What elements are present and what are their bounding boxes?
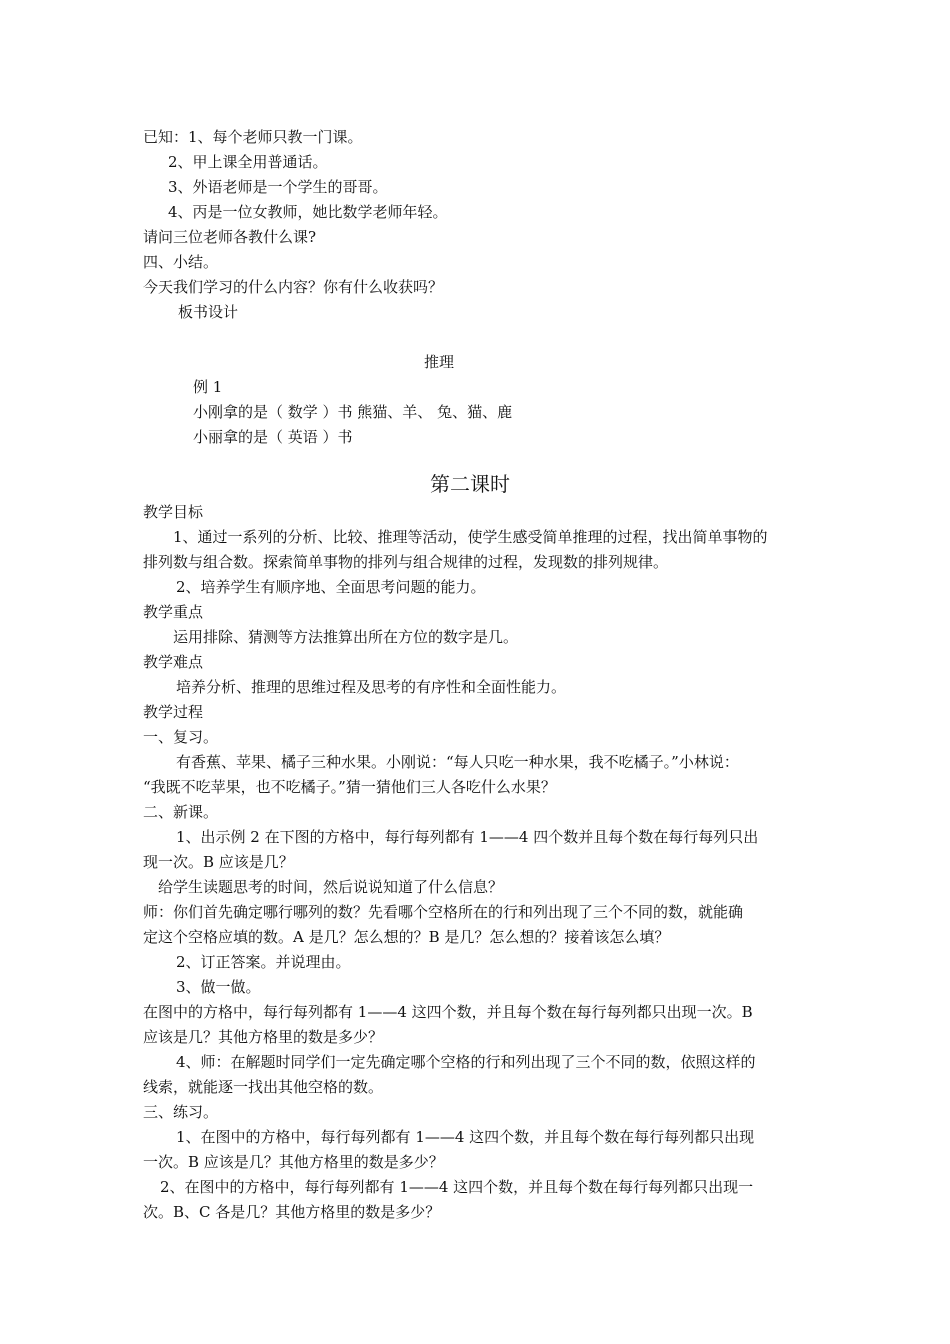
section-heading-practice: 三、练习。 xyxy=(143,1103,219,1121)
known-item-4: 4、丙是一位女教师，她比数学老师年轻。 xyxy=(168,203,448,221)
summary-question: 今天我们学习的什么内容？你有什么收获吗？ xyxy=(143,278,444,296)
paragraph-line: 在图中的方格中，每行每列都有 1——4 这四个数，并且每个数在每行每列都只出现一次。B xyxy=(143,1003,753,1021)
lesson-title: 第二课时 xyxy=(430,472,510,496)
board-design-label: 板书设计 xyxy=(178,303,239,321)
paragraph-line: 线索，就能逐一找出其他空格的数。 xyxy=(143,1078,384,1096)
section-heading-review: 一、复习。 xyxy=(143,728,219,746)
paragraph-line: 应该是几？其他方格里的数是多少？ xyxy=(143,1028,384,1046)
known-item-3: 3、外语老师是一个学生的哥哥。 xyxy=(168,178,388,196)
paragraph-line: 1、在图中的方格中，每行每列都有 1——4 这四个数，并且每个数在每行每列都只出现 xyxy=(176,1128,755,1146)
paragraph-line: 2、在图中的方格中，每行每列都有 1——4 这四个数，并且每个数在每行每列都只出现一 xyxy=(160,1178,754,1196)
paragraph-line: 4、师：在解题时同学们一定先确定哪个空格的行和列出现了三个不同的数，依照这样的 xyxy=(176,1053,756,1071)
paragraph-line: 一次。B 应该是几？其他方格里的数是多少？ xyxy=(143,1153,444,1171)
paragraph-line: 次。B、C 各是几？其他方格里的数是多少？ xyxy=(143,1203,441,1221)
section-heading-process: 教学过程 xyxy=(143,703,204,721)
board-title: 推理 xyxy=(424,353,455,371)
paragraph-line: 给学生读题思考的时间，然后说说知道了什么信息？ xyxy=(158,878,504,896)
paragraph-line: 排列数与组合数。探索简单事物的排列与组合规律的过程，发现数的排列规律。 xyxy=(143,553,669,571)
section-heading-new-lesson: 二、新课。 xyxy=(143,803,219,821)
paragraph-line: 1、通过一系列的分析、比较、推理等活动，使学生感受简单推理的过程，找出简单事物的 xyxy=(173,528,768,546)
known-item-2: 2、甲上课全用普通话。 xyxy=(168,153,328,171)
paragraph-line: 现一次。B 应该是几？ xyxy=(143,853,294,871)
paragraph-line: 定这个空格应填的数。A 是几？怎么想的？B 是几？怎么想的？接着该怎么填？ xyxy=(143,928,670,946)
paragraph-line: 有香蕉、苹果、橘子三种水果。小刚说：“每人只吃一种水果，我不吃橘子。”小林说： xyxy=(176,753,739,771)
board-example-label: 例 1 xyxy=(193,378,223,396)
paragraph-line: 3、做一做。 xyxy=(176,978,261,996)
question-line: 请问三位老师各教什么课? xyxy=(143,228,317,246)
paragraph-line: 师：你们首先确定哪行哪列的数？先看哪个空格所在的行和列出现了三个不同的数，就能确 xyxy=(143,903,744,921)
board-line: 小丽拿的是（ 英语 ）书 xyxy=(193,428,353,446)
paragraph-line: 培养分析、推理的思维过程及思考的有序性和全面性能力。 xyxy=(176,678,567,696)
section-heading-difficulty: 教学难点 xyxy=(143,653,204,671)
paragraph-line: 2、培养学生有顺序地、全面思考问题的能力。 xyxy=(176,578,486,596)
paragraph-line: 运用排除、猜测等方法推算出所在方位的数字是几。 xyxy=(173,628,519,646)
paragraph-line: 2、订正答案。并说理由。 xyxy=(176,953,351,971)
section-heading-goals: 教学目标 xyxy=(143,503,204,521)
paragraph-line: “我既不吃苹果，也不吃橘子。”猜一猜他们三人各吃什么水果？ xyxy=(143,778,556,796)
paragraph-line: 1、出示例 2 在下图的方格中，每行每列都有 1——4 四个数并且每个数在每行每列只出 xyxy=(176,828,759,846)
board-line: 小刚拿的是（ 数学 ）书 熊猫、羊、 兔、猫、鹿 xyxy=(193,403,513,421)
section-heading-summary: 四、小结。 xyxy=(143,253,219,271)
section-heading-key: 教学重点 xyxy=(143,603,204,621)
known-heading: 已知：1、每个老师只教一门课。 xyxy=(143,128,363,146)
